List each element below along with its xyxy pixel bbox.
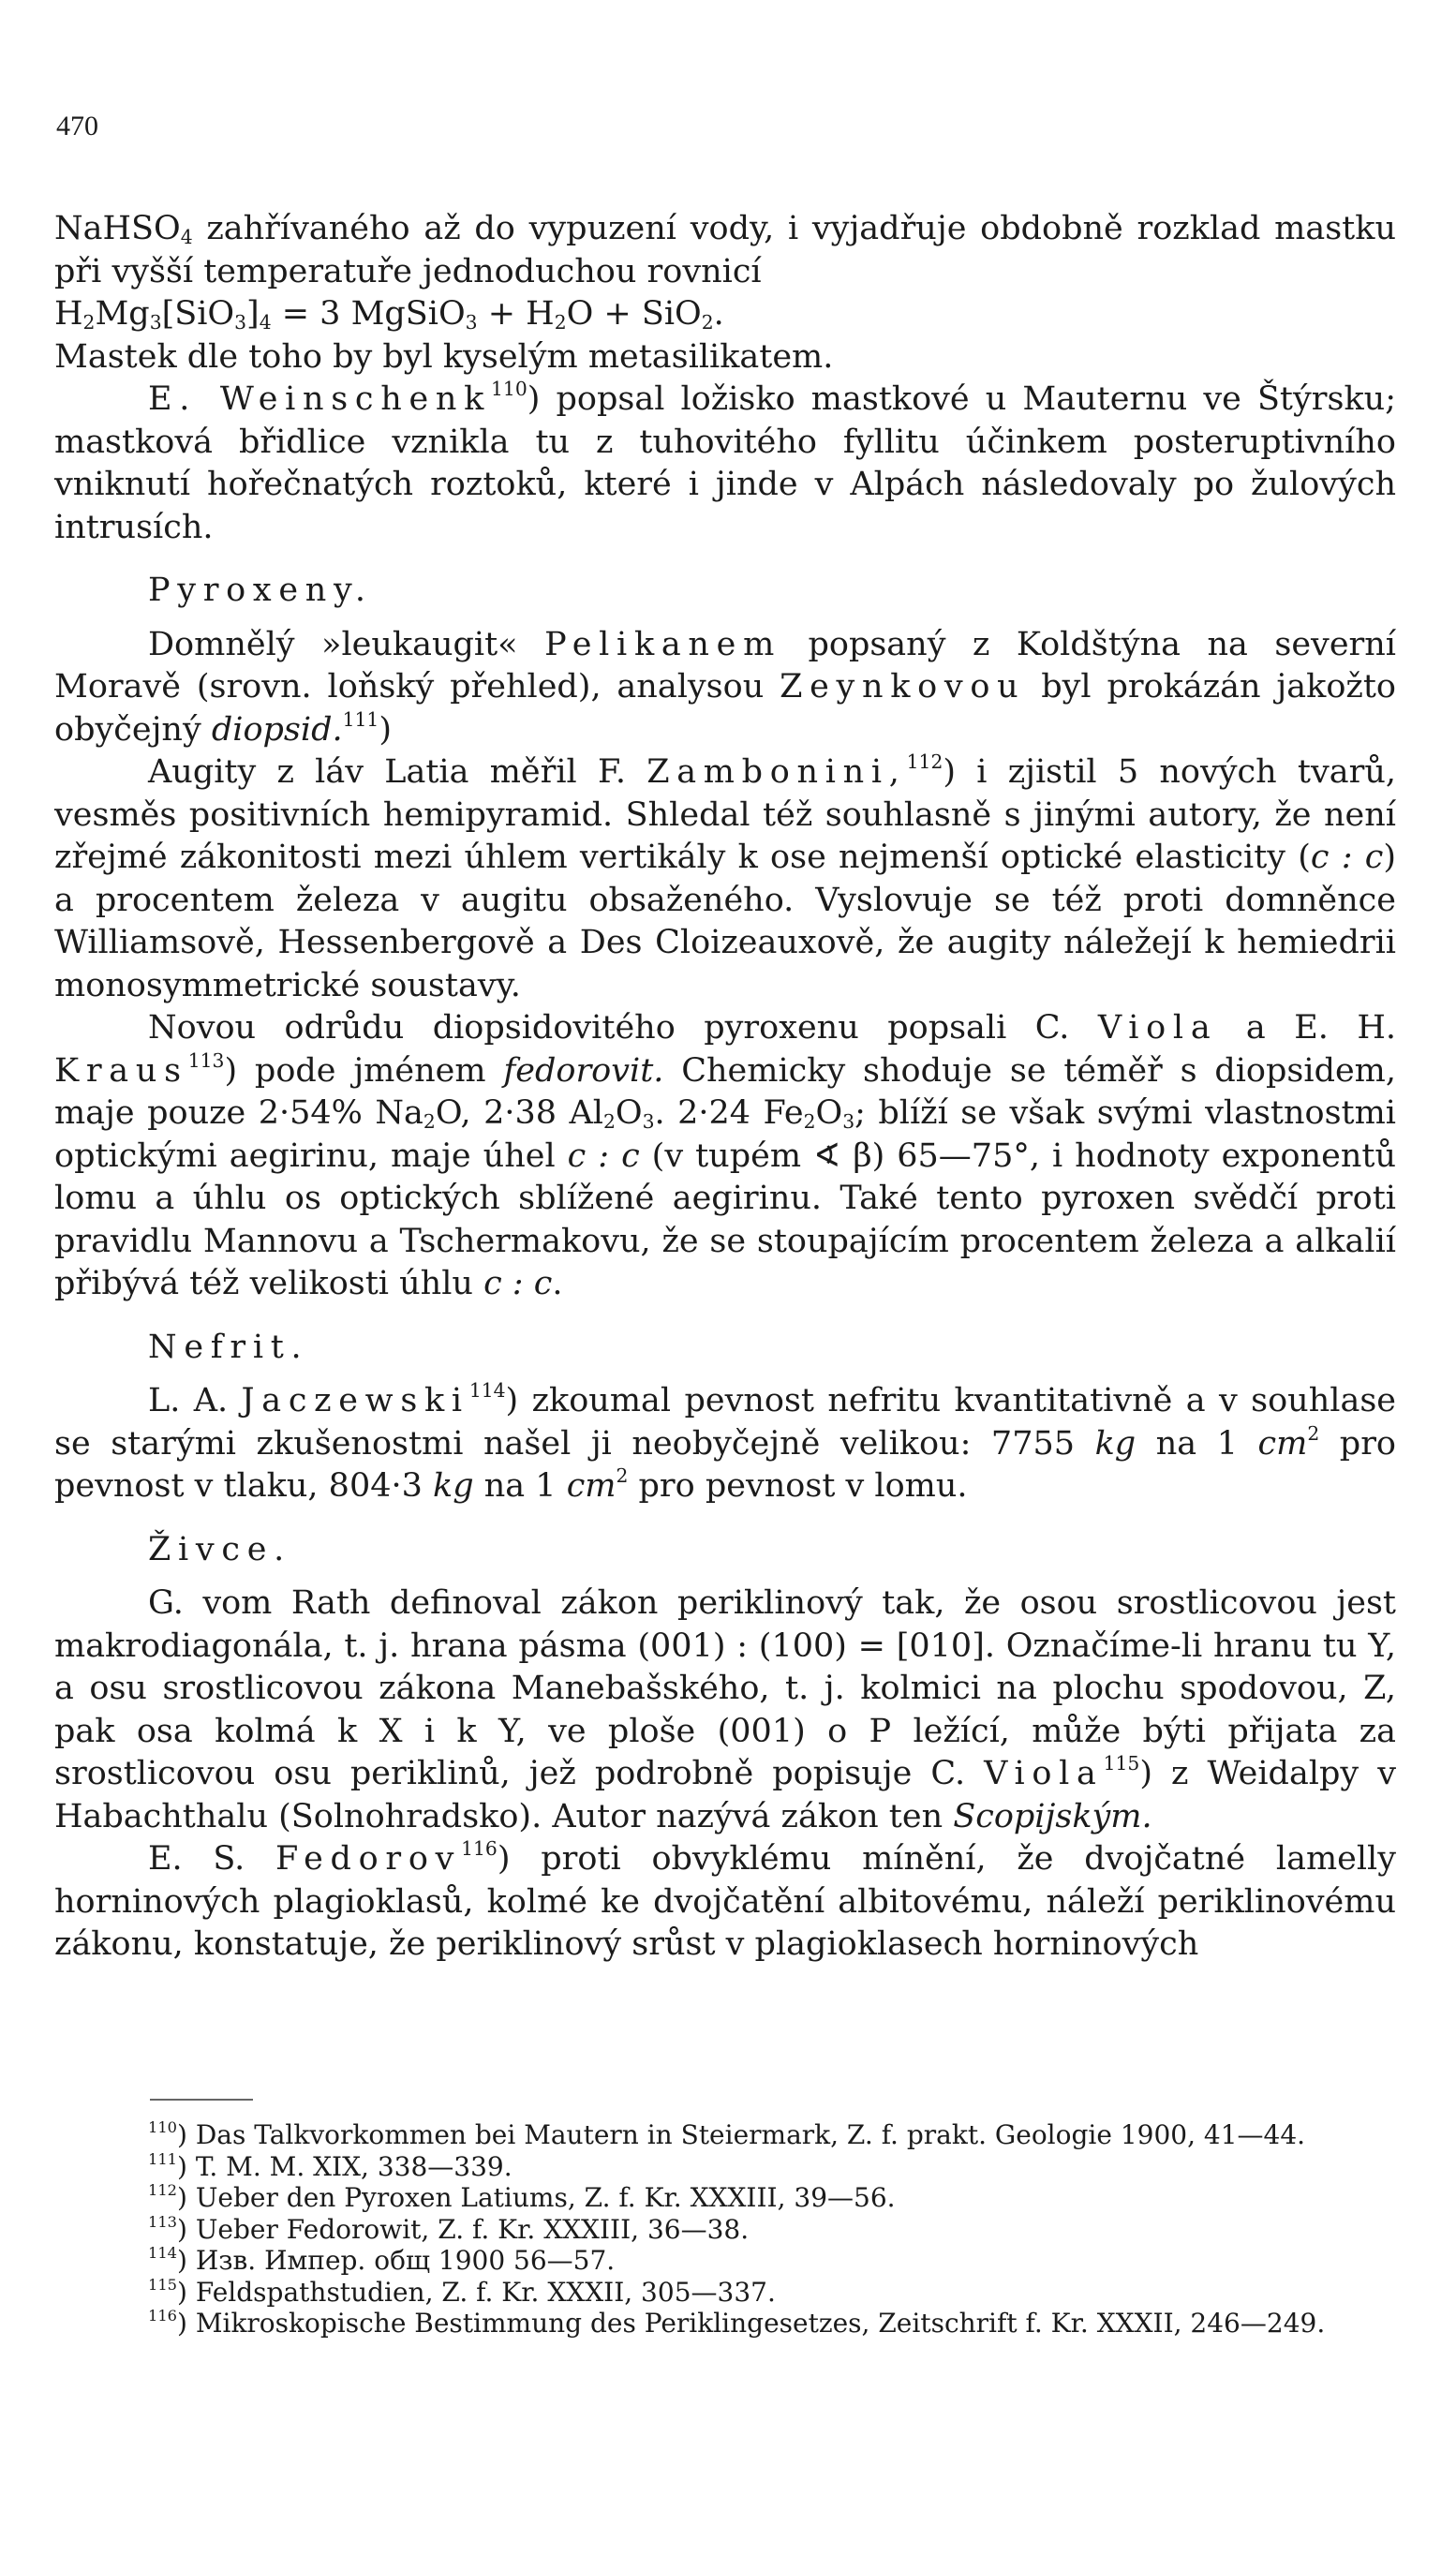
- footnote: $^{110}$) Das Talkvorkommen bei Mautern in Steiermark, Z. f. prakt. Geologie 1900, 41—44.: [148, 2117, 1306, 2150]
- page-number: 470: [56, 111, 98, 141]
- paragraph: L. A. Jaczewski$^{114}$) zkoumal pevnost nefritu kvantitativně a v souhlase se starými zkušenostmi našel ji neobyčejně velikou: 7755 kg na 1 $cm^2$ pro pevnost v tlaku, 804·3 kg na 1 $cm^2$ pro pevnost v lomu.: [54, 1378, 1396, 1505]
- footnote: $^{116}$) Mikroskopische Bestimmung des Periklingesetzes, Zeitschrift f. Kr. XXXII, 246—249.: [148, 2306, 1326, 2339]
- footnote: $^{115}$) Feldspathstudien, Z. f. Kr. XXXII, 305—337.: [148, 2275, 776, 2308]
- section-heading-nefrit: Nefrit.: [148, 1328, 309, 1366]
- paragraph: NaHSO$_4$ zahřívaného až do vypuzení vody, i vyjadřuje obdobně rozklad mastku při vyšší temperatuře jednoduchou rovnicí: [54, 210, 1396, 290]
- footnote-divider: [150, 2099, 253, 2101]
- body-text: [54, 208, 1396, 1967]
- paragraph: E. Weinschenk$^{110}$) popsal ložisko mastkové u Mauternu ve Štýrsku; mastková břidlice vznikla tu z tuhovitého fyllitu účinkem posteruptivního vniknutí hořečnatých roztoků, které i jinde v Alpách následovaly po žulových intrusích.: [54, 377, 1396, 546]
- footnote: $^{113}$) Ueber Fedorowit, Z. f. Kr. XXXIII, 36—38.: [148, 2212, 750, 2245]
- paragraph: E. S. Fedorov$^{116}$) proti obvyklému mínění, že dvojčatné lamelly horninových plagioklasů, kolmé ke dvojčatění albitovému, náleží periklinovému zákonu, konstatuje, že periklinový srůst v plagioklasech horninových: [54, 1836, 1397, 1963]
- paragraph: Augity z láv Latia měřil F. Zambonini,$^{112}$) i zjistil 5 nových tvarů, vesměs positivních hemipyramid. Shledal též souhlasně s jinými autory, že není zřejmé zákonitosti mezi úhlem vertikály k ose nejmenší optické elasticity (c : c) a procentem železa v augitu obsaženého. Vyslovuje se též proti domněnce Williamsově, Hessenbergově a Des Cloizeauxově, že augity náležejí k hemiedrii monosymmetrické soustavy.: [54, 750, 1396, 1004]
- paragraph: Mastek dle toho by byl kyselým metasilikatem.: [54, 337, 834, 376]
- paragraph: Domnělý »leukaugit« Pelikanem popsaný z Koldštýna na severní Moravě (srovn. loňský přehled), analysou Zeynkovou byl prokázán jakožto obyčejný diopsid.$^{111}$): [54, 625, 1396, 749]
- chemical-formula: $H_2Mg_3[SiO_3]_4 = 3$ MgSiO$_3$ + $H_2O + SiO_2$.: [54, 295, 724, 334]
- footnotes: [54, 2119, 1396, 2340]
- paragraph: G. vom Rath definoval zákon periklinový tak, že osou srostlicovou jest makrodiagonála, t. j. hrana pásma (001) : (100) = [010]. Označíme-li hranu tu Y, a osu srostlicovou zákona Manebašského, t. j. kolmici na plochu spodovou, Z, pak osa kolmá k X i k Y, ve ploše (001) o P ležící, může býti přijata za srostlicovou osu periklinů, jež podrobně popisuje C. Viola$^{115}$) z Weidalpy v Habachthalu (Solnohradsko). Autor nazývá zákon ten Scopijským.: [54, 1584, 1396, 1835]
- paragraph: Novou odrůdu diopsidovitého pyroxenu popsali C. Viola a E. H. Kraus$^{113}$) pode jménem fedorovit. Chemicky shoduje se téměř s diopsidem, maje pouze 2·54% $Na_2O$, 2·38 $Al_2O_3$. 2·24 $Fe_2O_3$; blíží se však svými vlastnostmi optickými aegirinu, maje úhel c : c (v tupém ∢ β) 65—75°, i hodnoty exponentů lomu a úhlu os optických sblížené aegirinu. Také tento pyroxen svědčí proti pravidlu Mannovu a Tschermakovu, že se stoupajícím procentem železa a alkalií přibývá též velikosti úhlu c : c.: [54, 1009, 1396, 1302]
- footnote: $^{114}$) Изв. Импер. общ 1900 56—57.: [148, 2243, 616, 2276]
- section-heading-pyroxeny: Pyroxeny.: [148, 572, 373, 609]
- footnote: $^{111}$) T. M. M. XIX, 338—339.: [148, 2149, 513, 2182]
- section-heading-zivce: Živce.: [148, 1530, 291, 1568]
- footnote: $^{112}$) Ueber den Pyroxen Latiums, Z. f. Kr. XXXIII, 39—56.: [148, 2180, 896, 2213]
